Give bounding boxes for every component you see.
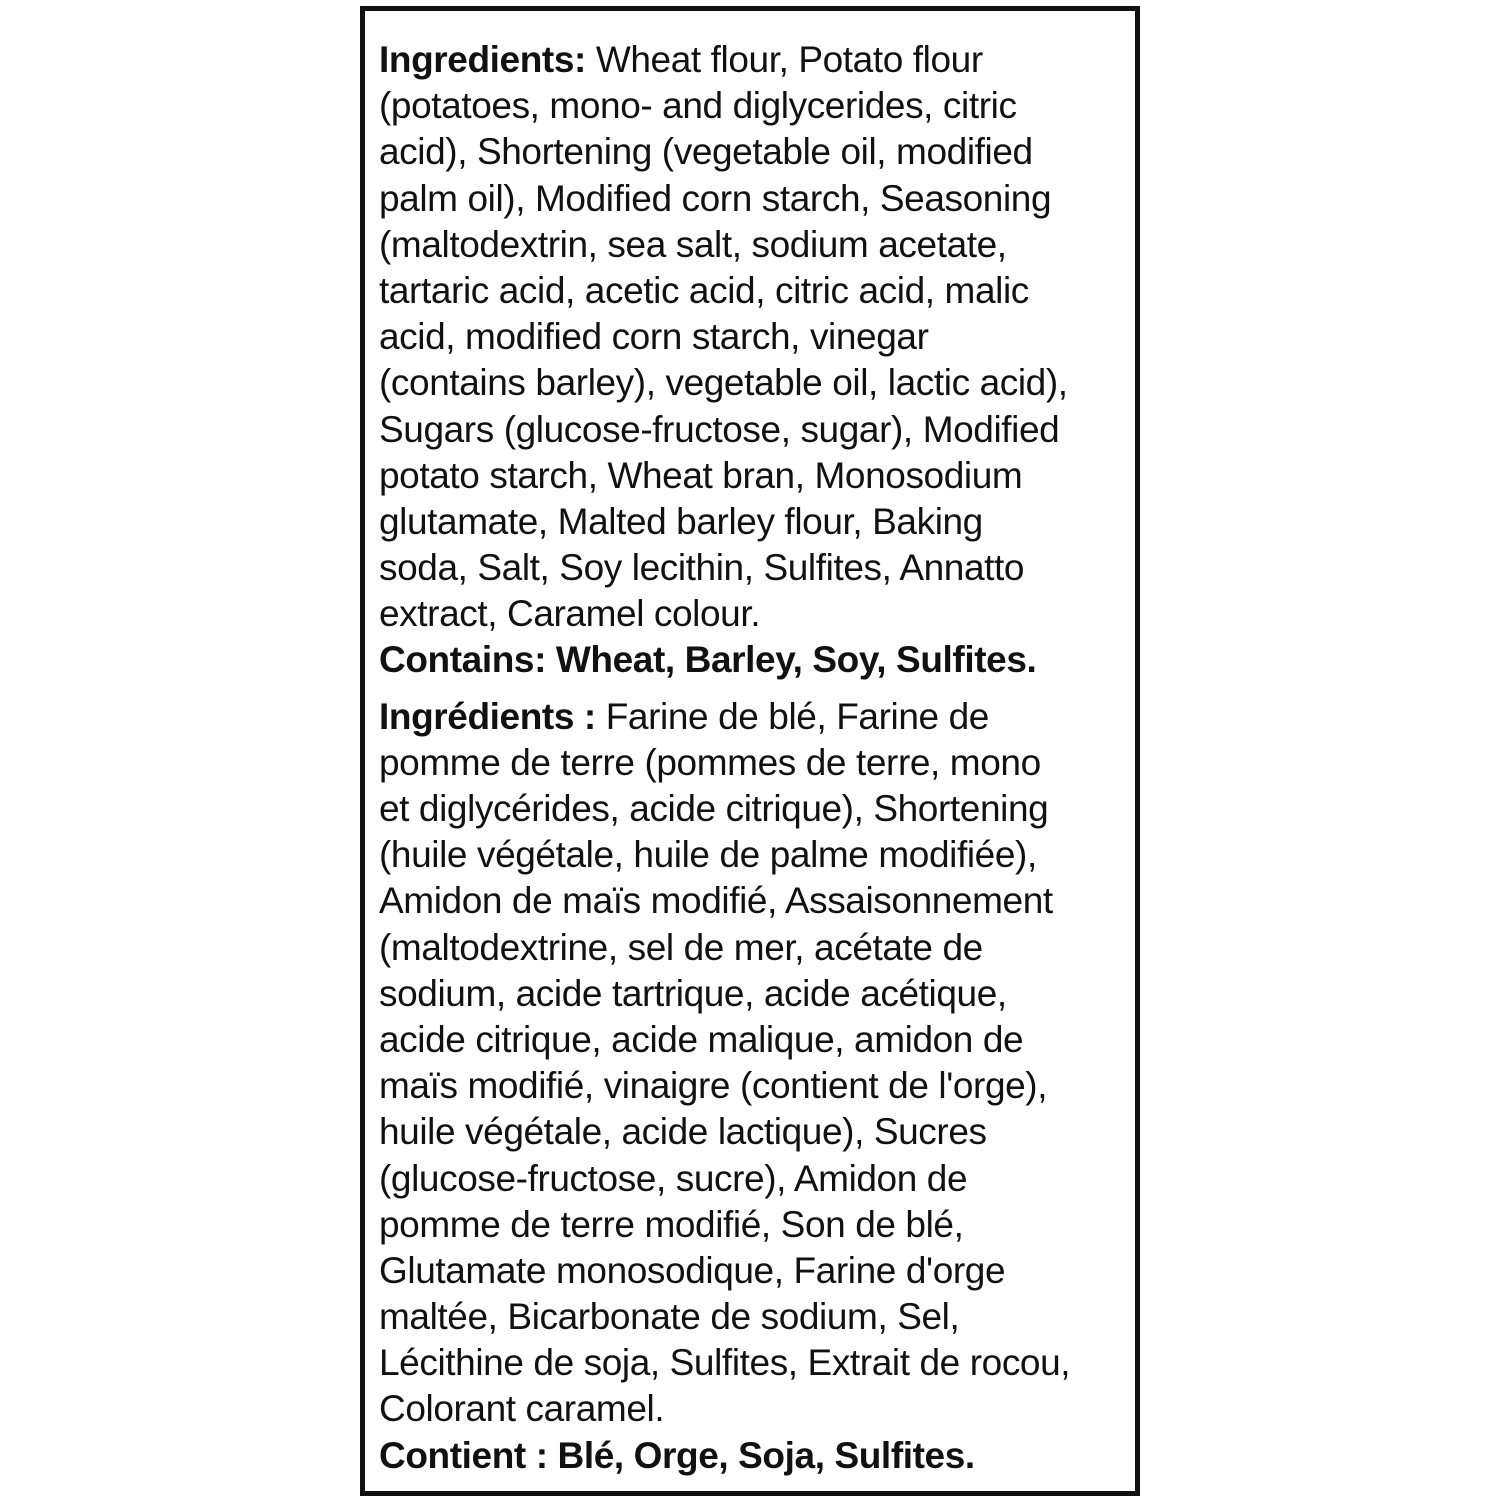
ingredients-text-block [379,37,1129,1479]
french-allergen-statement: Contient : Blé, Orge, Soja, Sulfites. [379,1434,975,1476]
french-ingredients-line: (maltodextrine, sel de mer, acétate de [379,926,983,968]
french-ingredients-line: pomme de terre (pommes de terre, mono [379,741,1041,783]
english-ingredients-line: (maltodextrin, sea salt, sodium acetate, [379,223,1007,265]
french-ingredients-line: huile végétale, acide lactique), Sucres [379,1111,987,1153]
english-ingredients-line: acid, modified corn starch, vinegar [379,316,929,358]
french-ingredients-line: Glutamate monosodique, Farine d'orge [379,1249,1006,1291]
french-ingredients-line: sodium, acide tartrique, acide acétique, [379,972,1007,1014]
english-ingredients-line: (potatoes, mono- and diglycerides, citric [379,85,1017,127]
english-allergen-statement: Contains: Wheat, Barley, Soy, Sulfites. [379,639,1037,681]
french-ingredients-line: Colorant caramel. [379,1388,665,1430]
english-ingredients-line: glutamate, Malted barley flour, Baking [379,500,983,542]
french-ingredients-line: Amidon de maïs modifié, Assaisonnement [379,880,1053,922]
french-ingredients-line: maïs modifié, vinaigre (contient de l'orge), [379,1065,1048,1107]
french-ingredients-line: pomme de terre modifié, Son de blé, [379,1203,964,1245]
english-ingredients-line: palm oil), Modified corn starch, Seasoning [379,177,1052,219]
english-ingredients-line: potato starch, Wheat bran, Monosodium [379,454,1023,496]
french-ingredients-line: et diglycérides, acide citrique), Shortening [379,788,1049,829]
english-ingredients-line: soda, Salt, Soy lecithin, Sulfites, Annatto [379,547,1025,589]
english-ingredients-line: Ingredients: Wheat flour, Potato flour [379,39,983,80]
french-ingredients-heading: Ingrédients : [379,695,596,737]
english-ingredients-heading: Ingredients: [379,39,586,80]
french-ingredients-line: (glucose-fructose, sucre), Amidon de [379,1157,968,1199]
french-ingredients-line: Lécithine de soja, Sulfites, Extrait de rocou, [379,1342,1071,1384]
ingredients-label [360,6,1140,1496]
section-spacer [379,684,1129,694]
french-ingredients-line: Ingrédients : Farine de blé, Farine de [379,695,989,737]
french-ingredients-line: maltée, Bicarbonate de sodium, Sel, [379,1296,960,1338]
french-ingredients-line: (huile végétale, huile de palme modifiée), [379,834,1037,876]
english-ingredients-line: acid), Shortening (vegetable oil, modified [379,131,1033,173]
english-ingredients-line: extract, Caramel colour. [379,593,761,635]
english-ingredients-line: Sugars (glucose-fructose, sugar), Modified [379,408,1060,450]
french-ingredients-line: acide citrique, acide malique, amidon de [379,1018,1024,1060]
english-ingredients-line: tartaric acid, acetic acid, citric acid, malic [379,269,1029,311]
english-ingredients-line: (contains barley), vegetable oil, lactic acid), [379,362,1068,404]
